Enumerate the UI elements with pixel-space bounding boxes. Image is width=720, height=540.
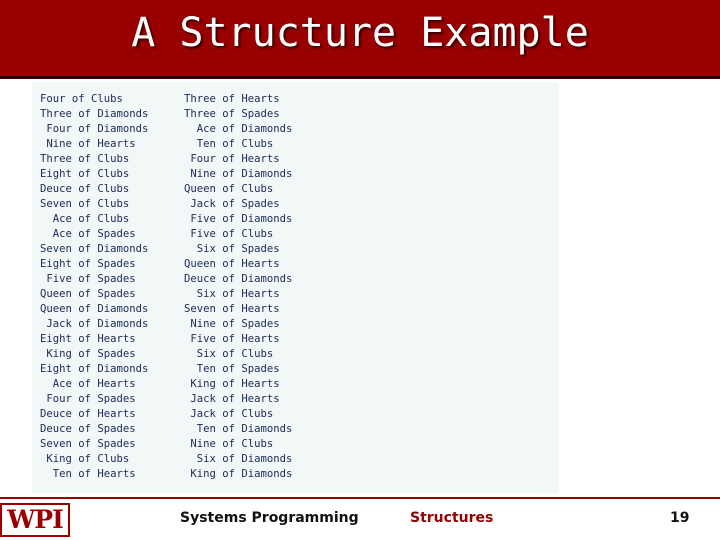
- output-line: Jack of Hearts: [184, 393, 280, 405]
- output-line: Jack of Diamonds: [40, 318, 149, 330]
- output-line: Four of Diamonds: [40, 123, 149, 135]
- output-column-right: [184, 92, 292, 482]
- output-line: Ten of Diamonds: [184, 423, 293, 435]
- output-line: Four of Clubs: [40, 93, 123, 105]
- output-line: Five of Hearts: [184, 333, 280, 345]
- page-number: 19: [670, 510, 690, 526]
- footer-topic: Structures: [410, 510, 494, 526]
- output-line: Seven of Diamonds: [40, 243, 149, 255]
- output-line: Deuce of Diamonds: [184, 273, 293, 285]
- output-line: Ten of Hearts: [40, 468, 136, 480]
- output-line: Seven of Hearts: [184, 303, 280, 315]
- output-line: Nine of Clubs: [184, 438, 274, 450]
- output-line: Queen of Clubs: [184, 183, 274, 195]
- output-column-left: [40, 92, 148, 482]
- output-line: Eight of Hearts: [40, 333, 136, 345]
- output-line: Nine of Diamonds: [184, 168, 293, 180]
- output-line: Eight of Spades: [40, 258, 136, 270]
- slide-title: A Structure Example: [131, 10, 589, 56]
- output-line: Queen of Diamonds: [40, 303, 149, 315]
- output-line: Five of Spades: [40, 273, 136, 285]
- logo-text: WPI: [7, 505, 63, 534]
- output-line: Five of Diamonds: [184, 213, 293, 225]
- footer-divider: [0, 497, 720, 499]
- output-line: Six of Clubs: [184, 348, 274, 360]
- output-line: Three of Spades: [184, 108, 280, 120]
- output-line: King of Diamonds: [184, 468, 293, 480]
- output-line: Six of Hearts: [184, 288, 280, 300]
- output-line: Deuce of Clubs: [40, 183, 130, 195]
- output-line: Ace of Diamonds: [184, 123, 293, 135]
- output-line: Nine of Spades: [184, 318, 280, 330]
- output-line: Deuce of Spades: [40, 423, 136, 435]
- output-line: Six of Diamonds: [184, 453, 293, 465]
- output-line: Deuce of Hearts: [40, 408, 136, 420]
- output-line: Three of Diamonds: [40, 108, 149, 120]
- output-line: King of Clubs: [40, 453, 130, 465]
- output-line: Ten of Clubs: [184, 138, 274, 150]
- output-line: Five of Clubs: [184, 228, 274, 240]
- output-line: Ten of Spades: [184, 363, 280, 375]
- output-line: Ace of Hearts: [40, 378, 136, 390]
- output-line: Queen of Hearts: [184, 258, 280, 270]
- output-line: Jack of Spades: [184, 198, 280, 210]
- footer-course-name: Systems Programming: [180, 510, 359, 526]
- output-line: Four of Hearts: [184, 153, 280, 165]
- output-line: Nine of Hearts: [40, 138, 136, 150]
- output-line: King of Hearts: [184, 378, 280, 390]
- output-line: King of Spades: [40, 348, 136, 360]
- program-output-panel: [32, 82, 559, 493]
- wpi-logo: [0, 503, 70, 537]
- output-line: Queen of Spades: [40, 288, 136, 300]
- title-bar: [0, 0, 720, 79]
- output-line: Three of Clubs: [40, 153, 130, 165]
- output-line: Eight of Clubs: [40, 168, 130, 180]
- output-line: Three of Hearts: [184, 93, 280, 105]
- output-line: Eight of Diamonds: [40, 363, 149, 375]
- output-line: Ace of Spades: [40, 228, 136, 240]
- output-line: Seven of Clubs: [40, 198, 130, 210]
- output-line: Jack of Clubs: [184, 408, 274, 420]
- output-line: Seven of Spades: [40, 438, 136, 450]
- output-line: Six of Spades: [184, 243, 280, 255]
- output-line: Ace of Clubs: [40, 213, 130, 225]
- output-line: Four of Spades: [40, 393, 136, 405]
